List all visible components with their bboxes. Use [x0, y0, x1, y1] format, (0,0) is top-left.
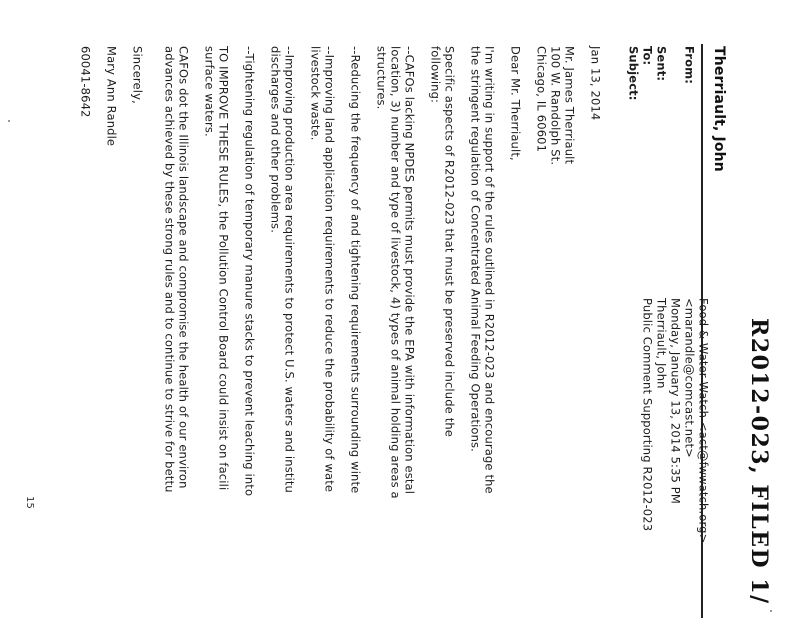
body-line: discharges and other problems.	[268, 46, 283, 234]
signature-zip: 60041-8642	[78, 46, 93, 118]
from-value: Food & Water Watch <act@fwwatch.org>	[696, 298, 711, 544]
body-line: --Improving land application requirements to reduce the probability of wate	[322, 46, 337, 493]
scan-speck	[8, 120, 10, 122]
page-number: 15	[24, 496, 35, 510]
body-line: the stringent regulation of Concentrated Animal Feeding Operations.	[468, 46, 483, 452]
body-line: TO IMPROVE THESE RULES, the Pollution Control Board could insist on facili	[216, 46, 231, 491]
body-line: --Tightening regulation of temporary manure stacks to prevent leaching into	[242, 46, 257, 497]
sent-label: Sent:	[654, 46, 669, 82]
sent-value: Monday, January 13, 2014 5:35 PM	[668, 298, 683, 504]
body-line: surface waters.	[202, 46, 217, 137]
sender-name: Therriault, John	[711, 46, 727, 172]
body-line: location, 3) number and type of livestock, 4) types of animal holding areas a	[388, 46, 403, 499]
body-line: following:	[428, 46, 443, 104]
recipient-street: 100 W. Randolph St.	[548, 46, 563, 166]
letter-date: Jan 13, 2014	[588, 46, 603, 121]
body-line: --Improving production area requirements to protect U.S. waters and institu	[282, 46, 297, 493]
salutation: Dear Mr. Therriault,	[508, 46, 523, 161]
to-label: To:	[640, 46, 655, 66]
recipient-city: Chicago, IL 60601	[534, 46, 549, 153]
to-value: Therriault, John	[654, 298, 669, 389]
body-line: --Reducing the frequency of and tightening requirements surrounding winte	[348, 46, 363, 494]
body-line: CAFOs dot the Illinois landscape and compromise the health of our environ	[176, 46, 191, 489]
body-line: livestock waste.	[308, 46, 323, 141]
body-line: structures.	[374, 46, 389, 110]
scan-speck	[770, 610, 772, 612]
body-line: --CAFOs lacking NPDES permits must provide the EPA with information estal	[402, 46, 417, 495]
subject-value: Public Comment Supporting R2012-023	[640, 298, 655, 532]
recipient-name: Mr. James Therriault	[562, 46, 577, 165]
body-line: I'm writing in support of the rules outlined in R2012-023 and encourage the	[482, 46, 497, 494]
body-line: advances achieved by these strong rules and to continue to strive for bettu	[162, 46, 177, 493]
body-line: Specific aspects of R2012-023 that must be preserved include the	[442, 46, 457, 438]
from-value-email: <marandle@comcast.net>	[682, 298, 697, 458]
signature-name: Mary Ann Randle	[104, 46, 119, 147]
subject-label: Subject:	[626, 46, 641, 101]
closing: Sincerely,	[130, 46, 145, 104]
filing-stamp: R2012-023, FILED 1/	[746, 318, 772, 605]
from-label: From:	[682, 46, 697, 85]
